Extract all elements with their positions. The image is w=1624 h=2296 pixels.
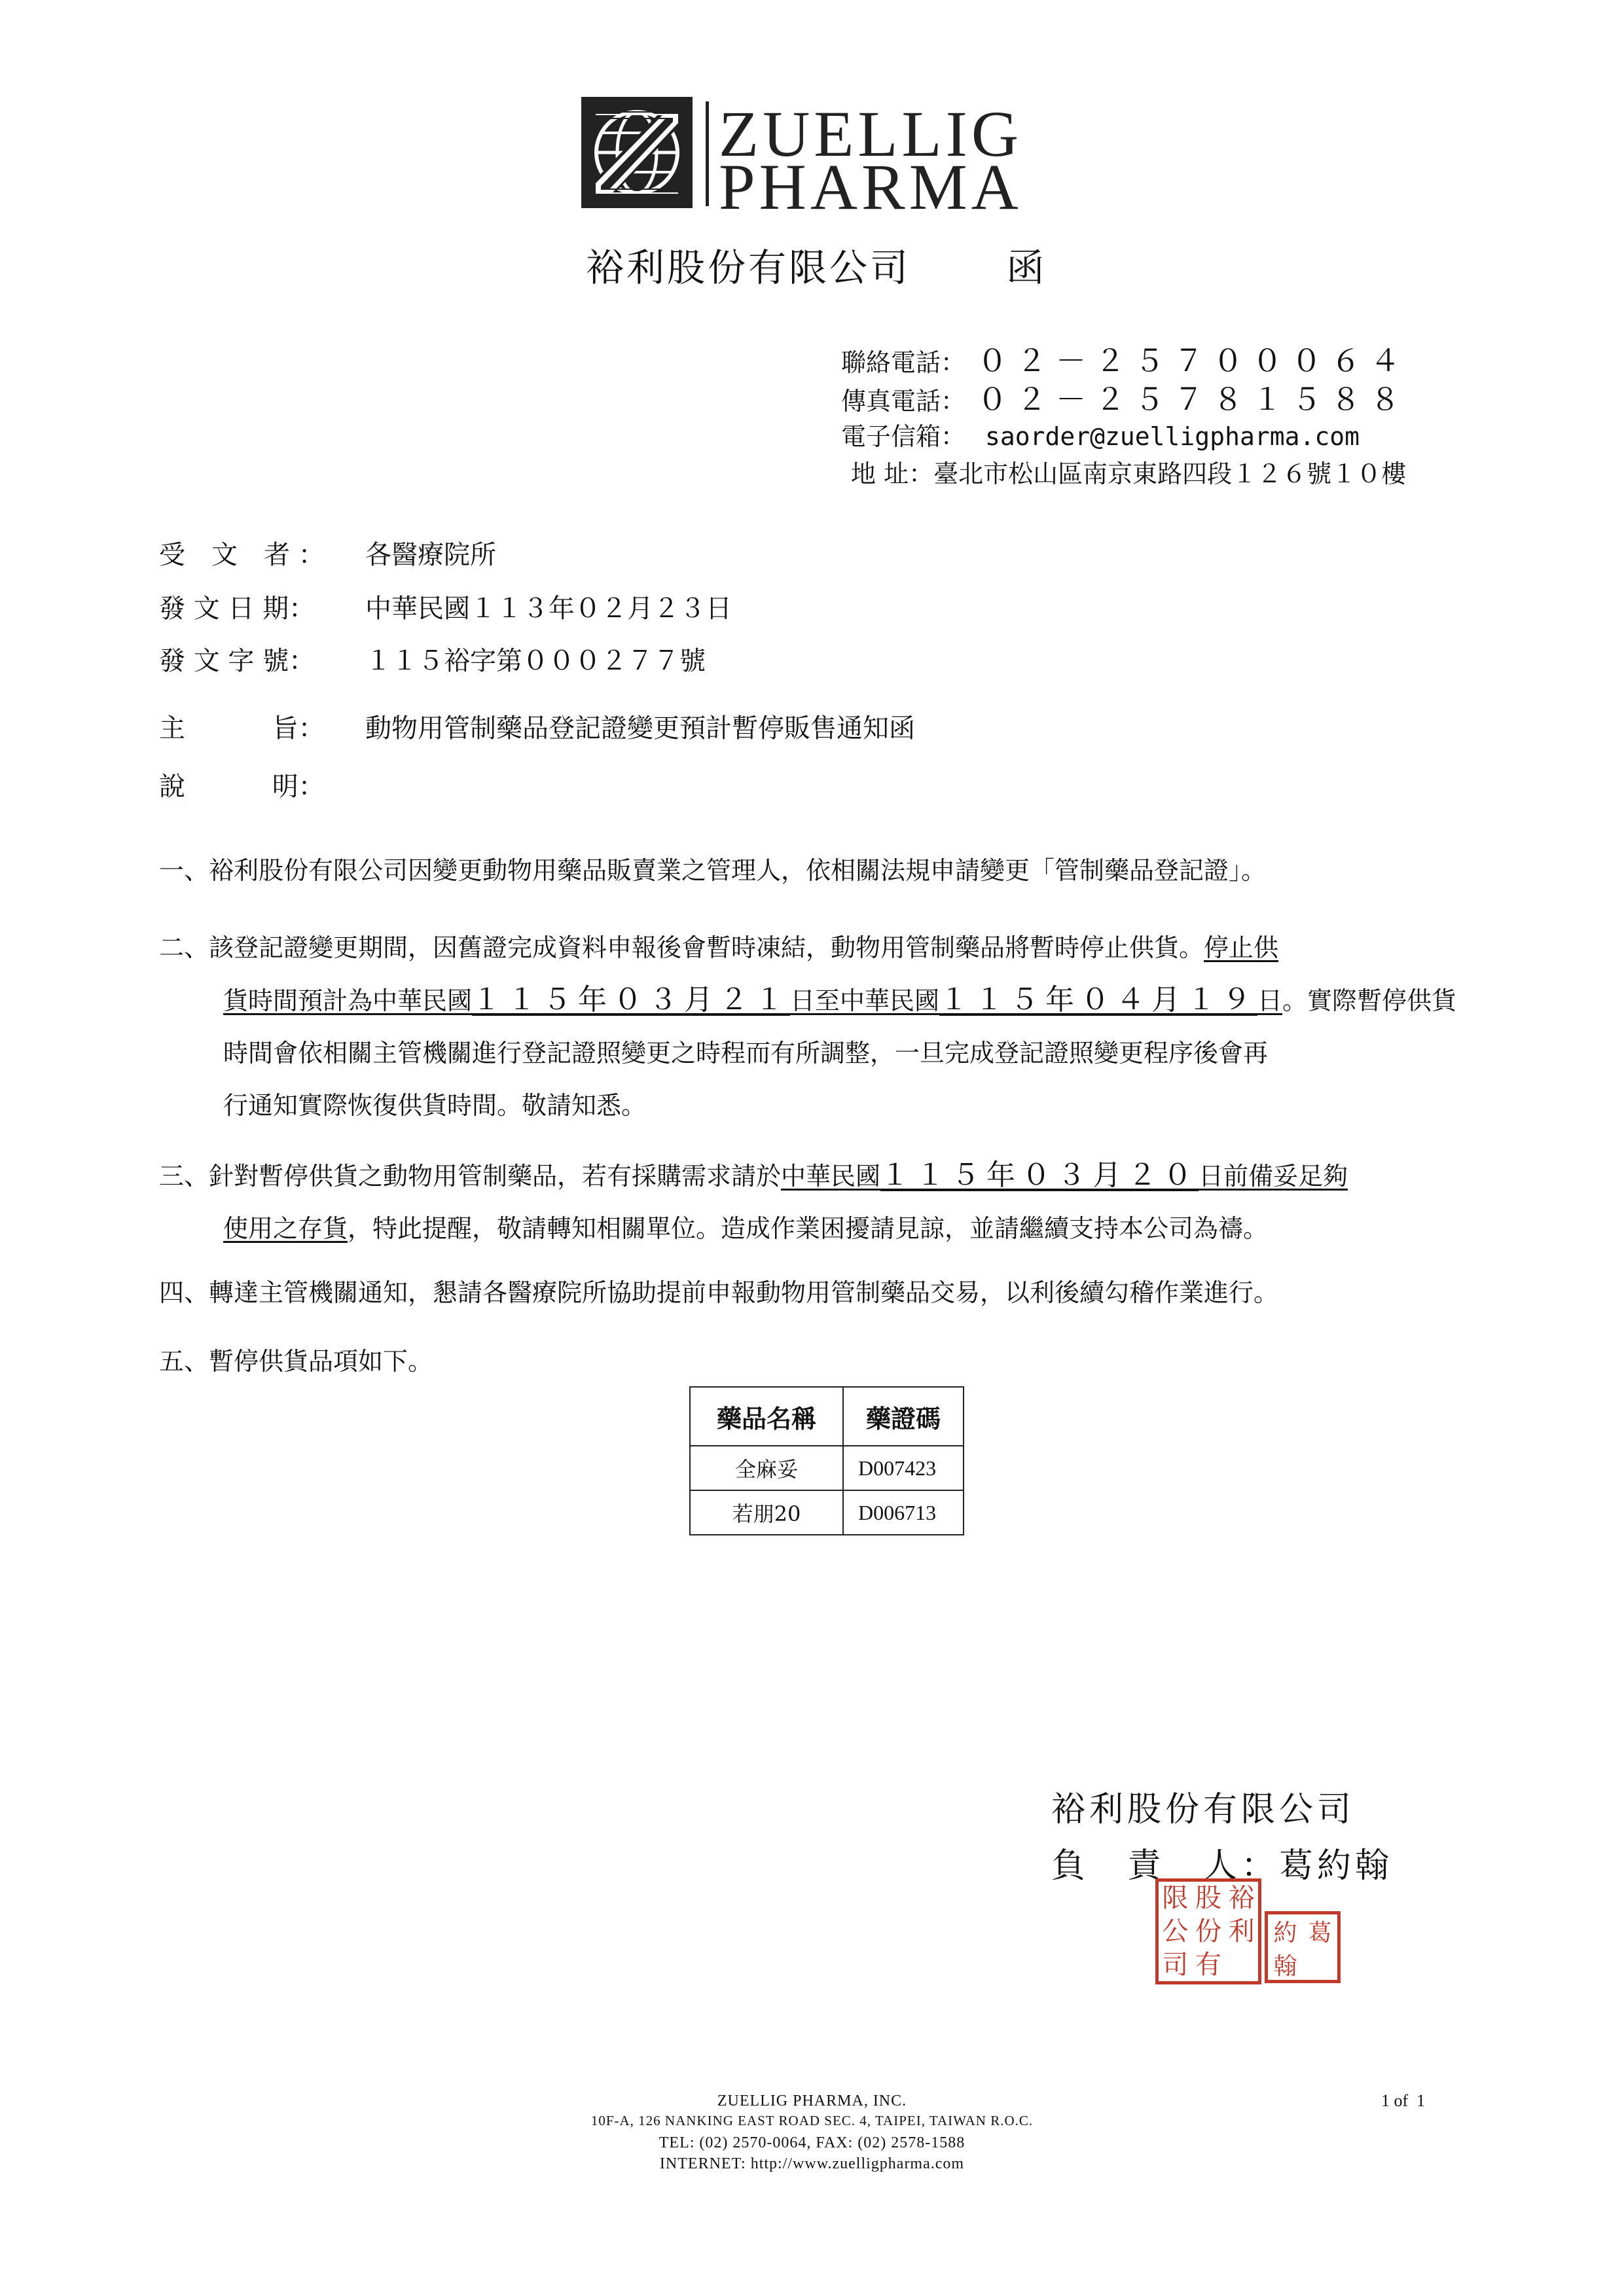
footer-address: 10F-A, 126 NANKING EAST ROAD SEC. 4, TAIPEI, TAIWAN R.O.C. xyxy=(590,2113,1034,2128)
paragraph-3-underline-1b: １１５年０３月２０ xyxy=(880,1158,1199,1192)
paragraph-2-underline-1: 停止供 xyxy=(1204,933,1279,962)
contact-phone-label: 聯絡電話： xyxy=(841,348,966,377)
paragraph-2-line-3: 時間會依相關主管機關進行登記證照變更之時程而有所調整，一旦完成登記證照變更程序後會再 xyxy=(223,1039,1269,1067)
table-header-drug-name: 藥品名稱 xyxy=(690,1387,843,1446)
personal-seal-stamp xyxy=(1265,1911,1341,1983)
contact-email xyxy=(841,424,1360,449)
explain-label: 說 明： xyxy=(159,772,325,802)
seal-char: 利 xyxy=(1228,1916,1255,1946)
drug-name-cell: 全麻妥 xyxy=(690,1446,843,1490)
recipient-label: 受 文 者 ： xyxy=(159,540,325,570)
paragraph-1: 一、裕利股份有限公司因變更動物用藥品販賣業之管理人，依相關法規申請變更「管制藥品登記證」。 xyxy=(159,856,1267,885)
date-value: 中華民國１１３年０２月２３日 xyxy=(365,594,732,624)
recipient-row xyxy=(159,542,496,568)
docno-value: １１５裕字第０００２７７號 xyxy=(365,646,706,676)
footer-company: ZUELLIG PHARMA, INC. xyxy=(717,2092,907,2109)
contact-phone xyxy=(841,343,1410,378)
contact-phone-value: ０２－２５７０００６４ xyxy=(977,343,1410,378)
seal-char: 司 xyxy=(1162,1949,1189,1980)
subject-row xyxy=(159,715,915,742)
company-seal-stamp xyxy=(1155,1878,1261,1984)
docno-label: 發 文 字 號： xyxy=(159,646,316,676)
footer-tel-fax: TEL: (02) 2570-0064, FAX: (02) 2578-1588 xyxy=(659,2134,965,2151)
paragraph-4: 四、轉達主管機關通知，懇請各醫療院所協助提前申報動物用管制藥品交易，以利後續勾稽作業進行。 xyxy=(159,1278,1279,1307)
logo-text-pharma: PHARMA xyxy=(719,151,1022,223)
seal-char: 股 xyxy=(1195,1883,1221,1914)
seal-char: 有 xyxy=(1195,1949,1221,1980)
subject-value: 動物用管制藥品登記證變更預計暫停販售通知函 xyxy=(365,713,915,744)
paragraph-2-underline-2e: 日 xyxy=(1257,986,1283,1015)
paragraph-2-line-4: 行通知實際恢復供貨時間。敬請知悉。 xyxy=(223,1091,647,1120)
license-code-cell: D006713 xyxy=(843,1490,964,1535)
table-header-row xyxy=(690,1387,964,1446)
table-header-license-code: 藥證碼 xyxy=(843,1387,964,1446)
explain-row xyxy=(159,774,365,800)
contact-fax xyxy=(841,382,1410,417)
seal-char: 限 xyxy=(1162,1883,1189,1914)
paragraph-3-underline-1a: 中華民國 xyxy=(781,1162,881,1191)
paragraph-2-text-a: 二、該登記證變更期間，因舊證完成資料申報後會暫時凍結，動物用管制藥品將暫時停止供貨。 xyxy=(159,933,1204,962)
contact-address-value: 臺北市松山區南京東路四段１２６號１０樓 xyxy=(933,459,1407,488)
date-label: 發 文 日 期： xyxy=(159,594,316,624)
seal-char: 約 xyxy=(1273,1920,1297,1946)
contact-fax-label: 傳真電話： xyxy=(841,387,966,416)
paragraph-2 xyxy=(159,922,1501,1132)
page-number: 1 of 1 xyxy=(1381,2091,1426,2110)
drug-table xyxy=(689,1386,964,1535)
seal-char: 裕 xyxy=(1228,1883,1255,1914)
contact-email-value: saorder@zuelligpharma.com xyxy=(985,422,1360,451)
paragraph-2-line-2 xyxy=(159,974,1501,1027)
paragraph-3-underline-2: 使用之存貨 xyxy=(223,1214,348,1243)
table-row xyxy=(690,1446,964,1490)
logo-divider xyxy=(706,101,709,206)
signature-company: 裕利股份有限公司 xyxy=(1051,1790,1356,1829)
seal-char: 公 xyxy=(1162,1916,1189,1946)
table-row xyxy=(690,1490,964,1535)
date-row xyxy=(159,596,732,622)
seal-char: 葛 xyxy=(1308,1920,1332,1946)
footer-website: INTERNET: http://www.zuelligpharma.com xyxy=(659,2155,965,2172)
paragraph-5: 五、暫停供貨品項如下。 xyxy=(159,1347,433,1376)
paragraph-2-underline-2b: １１５年０３月２１ xyxy=(472,983,791,1016)
contact-address xyxy=(851,461,1406,486)
paragraph-3-line-2 xyxy=(159,1202,1501,1255)
paragraph-3 xyxy=(159,1149,1501,1255)
logo-text-zuellig: ZUELLIG xyxy=(719,98,1023,170)
drug-name-cell: 若朋20 xyxy=(690,1490,843,1535)
seal-char: 翰 xyxy=(1273,1953,1297,1980)
paragraph-3-underline-1c: 日前備妥足夠 xyxy=(1199,1162,1348,1191)
paragraph-2-text-b: 。實際暫停供貨 xyxy=(1282,986,1457,1015)
paragraph-2-underline-2d: １１５年０４月１９ xyxy=(939,983,1258,1016)
docno-row xyxy=(159,648,706,674)
contact-email-label: 電子信箱： xyxy=(841,422,966,451)
contact-fax-value: ０２－２５７８１５８８ xyxy=(977,382,1410,417)
letter-title: 裕利股份有限公司 函 xyxy=(586,245,1047,290)
contact-address-label: 地 址： xyxy=(851,459,934,488)
subject-label: 主 旨： xyxy=(159,713,325,744)
seal-char: 份 xyxy=(1195,1916,1221,1946)
paragraph-3-text-b: ，特此提醒，敬請轉知相關單位。造成作業困擾請見諒，並請繼續支持本公司為禱。 xyxy=(348,1214,1269,1243)
signature-person: 負 責 人：葛約翰 xyxy=(1051,1846,1394,1886)
paragraph-2-underline-2a: 貨時間預計為中華民國 xyxy=(223,986,473,1015)
paragraph-2-underline-2c: 日至中華民國 xyxy=(790,986,940,1015)
zuellig-logo-icon xyxy=(581,97,693,208)
paragraph-3-text-a: 三、針對暫停供貨之動物用管制藥品，若有採購需求請於 xyxy=(159,1162,782,1191)
license-code-cell: D007423 xyxy=(843,1446,964,1490)
recipient-value: 各醫療院所 xyxy=(365,540,496,570)
